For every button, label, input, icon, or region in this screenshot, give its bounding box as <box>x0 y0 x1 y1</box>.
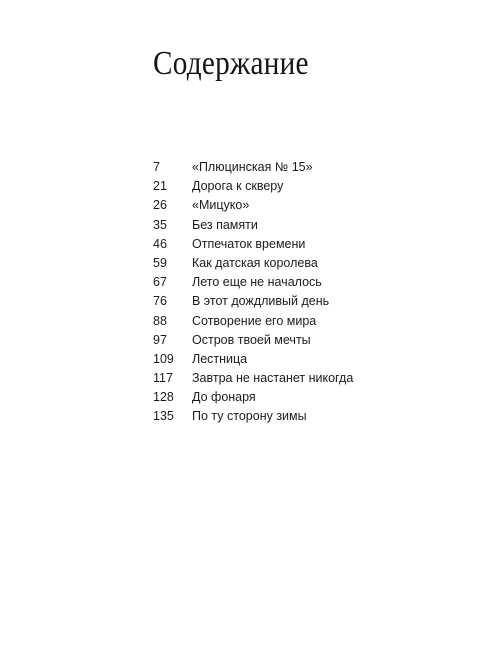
page-title: Содержание <box>153 45 309 82</box>
toc-page-number: 97 <box>153 332 167 347</box>
toc-page-number: 7 <box>153 160 160 174</box>
toc-entry <box>153 254 353 273</box>
toc-chapter-title: Лето еще не началось <box>192 275 322 290</box>
toc-entry <box>153 350 353 369</box>
toc-page-number: 46 <box>153 236 167 251</box>
toc-page-number: 35 <box>153 217 167 232</box>
toc-chapter-title: Сотворение его мира <box>192 313 317 328</box>
toc-chapter-title: Дорога к скверу <box>192 179 284 194</box>
toc-page-number: 26 <box>153 198 167 213</box>
toc-entry <box>153 235 353 254</box>
toc-entry <box>153 158 353 177</box>
toc-page-number: 109 <box>153 351 174 366</box>
toc-chapter-title: Лестница <box>192 351 248 366</box>
toc-entry <box>153 369 353 388</box>
toc-entry <box>153 388 353 407</box>
toc-page-number: 88 <box>153 313 167 328</box>
toc-page-number: 128 <box>153 390 174 405</box>
toc-entry <box>153 292 353 311</box>
toc-page-number: 67 <box>153 275 167 290</box>
toc-entry <box>153 177 353 196</box>
toc-chapter-title: Завтра не настанет никогда <box>192 371 354 386</box>
toc-chapter-title: До фонаря <box>192 390 256 405</box>
toc-entry <box>153 216 353 235</box>
toc-chapter-title: Остров твоей мечты <box>192 332 311 347</box>
toc-entry <box>153 407 353 426</box>
toc-entry <box>153 196 353 215</box>
toc-page-number: 117 <box>153 371 173 386</box>
toc-chapter-title: В этот дождливый день <box>192 294 330 309</box>
toc-page-number: 76 <box>153 294 167 309</box>
toc-chapter-title: «Мицуко» <box>192 198 250 213</box>
table-of-contents <box>153 158 353 427</box>
toc-entry <box>153 273 353 292</box>
toc-entry <box>153 312 353 331</box>
toc-chapter-title: Как датская королева <box>192 255 318 270</box>
toc-entry <box>153 331 353 350</box>
toc-page-number: 59 <box>153 255 167 270</box>
toc-chapter-title: «Плюцинская № 15» <box>192 160 313 174</box>
toc-page-number: 21 <box>153 179 167 194</box>
toc-chapter-title: Отпечаток времени <box>192 236 306 251</box>
toc-chapter-title: Без памяти <box>192 217 258 232</box>
toc-chapter-title: По ту сторону зимы <box>192 409 307 424</box>
toc-page-number: 135 <box>153 409 174 424</box>
